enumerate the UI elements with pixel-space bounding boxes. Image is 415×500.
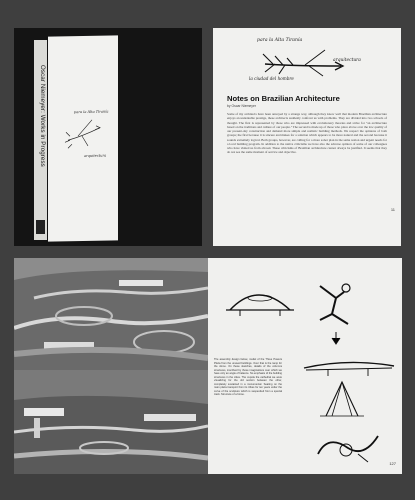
book-cover bbox=[48, 35, 118, 241]
sketch-caption: The assembly design below, model of the Three Powers Plaza from the unused buildings. Over that is the ramp for the dome. On these sketches, details of the columns structures, inscribed by those imaginations over which we have only an angle of balance. No emphasis of the building structures in the cities. The cupola the cathedral we were visualizing for the old section between the other, completely sustained in a monumental. Seating on the main plaza transport from its tribes for ten years under the curve of the sculpture which is suspended from a special track. Structure of a horse. bbox=[214, 358, 282, 396]
handwriting-left: la ciudad del hombre bbox=[249, 76, 294, 81]
cover-handwriting-2: arquitectura bbox=[84, 153, 107, 158]
handwriting-right: arquitectura bbox=[333, 58, 361, 63]
publisher-mark bbox=[36, 220, 45, 234]
model-image-bottom bbox=[14, 370, 208, 474]
handwriting-top: para la Alta Tiranía bbox=[257, 38, 303, 43]
cover-sketch bbox=[48, 35, 118, 241]
article-body: Some of my architects have been annoyed by a strange way, although they know well that modern Brazilian architecture enjoys an undeniable prestige, these architects suddenly confront us with problems. They are divided into two schools of thought. The first is represented by those who are impressed with evolutionary theories and strive for "an architecture based on the traditions and culture of our people." The second is made up of those who place above over the low quality of our present-day construction and demand more simple and realistic building methods. We respect the opinions of both groups; the first because it is sincere and makes for a solution which appears to be more natural and the second because it sounds extremely logical. Both groups, however, are calling for a more sober plan in the same notion and urgent needs for a local building program. In addition to the native criticisms we have also the adverse opinion of some of our colleagues who have visited us from abroad. These criticisms of Brazilian architecture cannot always be justified. It seems that they do not see the same moment of service and objective. bbox=[227, 112, 387, 155]
model-photo-top bbox=[14, 258, 208, 370]
page-number: 11 bbox=[390, 207, 395, 212]
model-image-top bbox=[14, 258, 208, 370]
sketch-page-number: 127 bbox=[389, 461, 396, 466]
article-page bbox=[213, 28, 401, 246]
sketch-page bbox=[208, 258, 402, 474]
book-spine bbox=[34, 40, 47, 240]
arrow-sketch bbox=[213, 28, 401, 94]
book-photo bbox=[14, 28, 202, 246]
cover-handwriting-1: para la Alta Tiranía bbox=[74, 109, 109, 115]
article-title: Notes on Brazilian Architecture bbox=[227, 94, 340, 103]
model-photo-bottom bbox=[14, 370, 208, 474]
article-byline: by Oscar Niemeyer bbox=[227, 104, 257, 108]
spine-title: Oscar Niemeyer: Works in Progress bbox=[39, 65, 46, 167]
